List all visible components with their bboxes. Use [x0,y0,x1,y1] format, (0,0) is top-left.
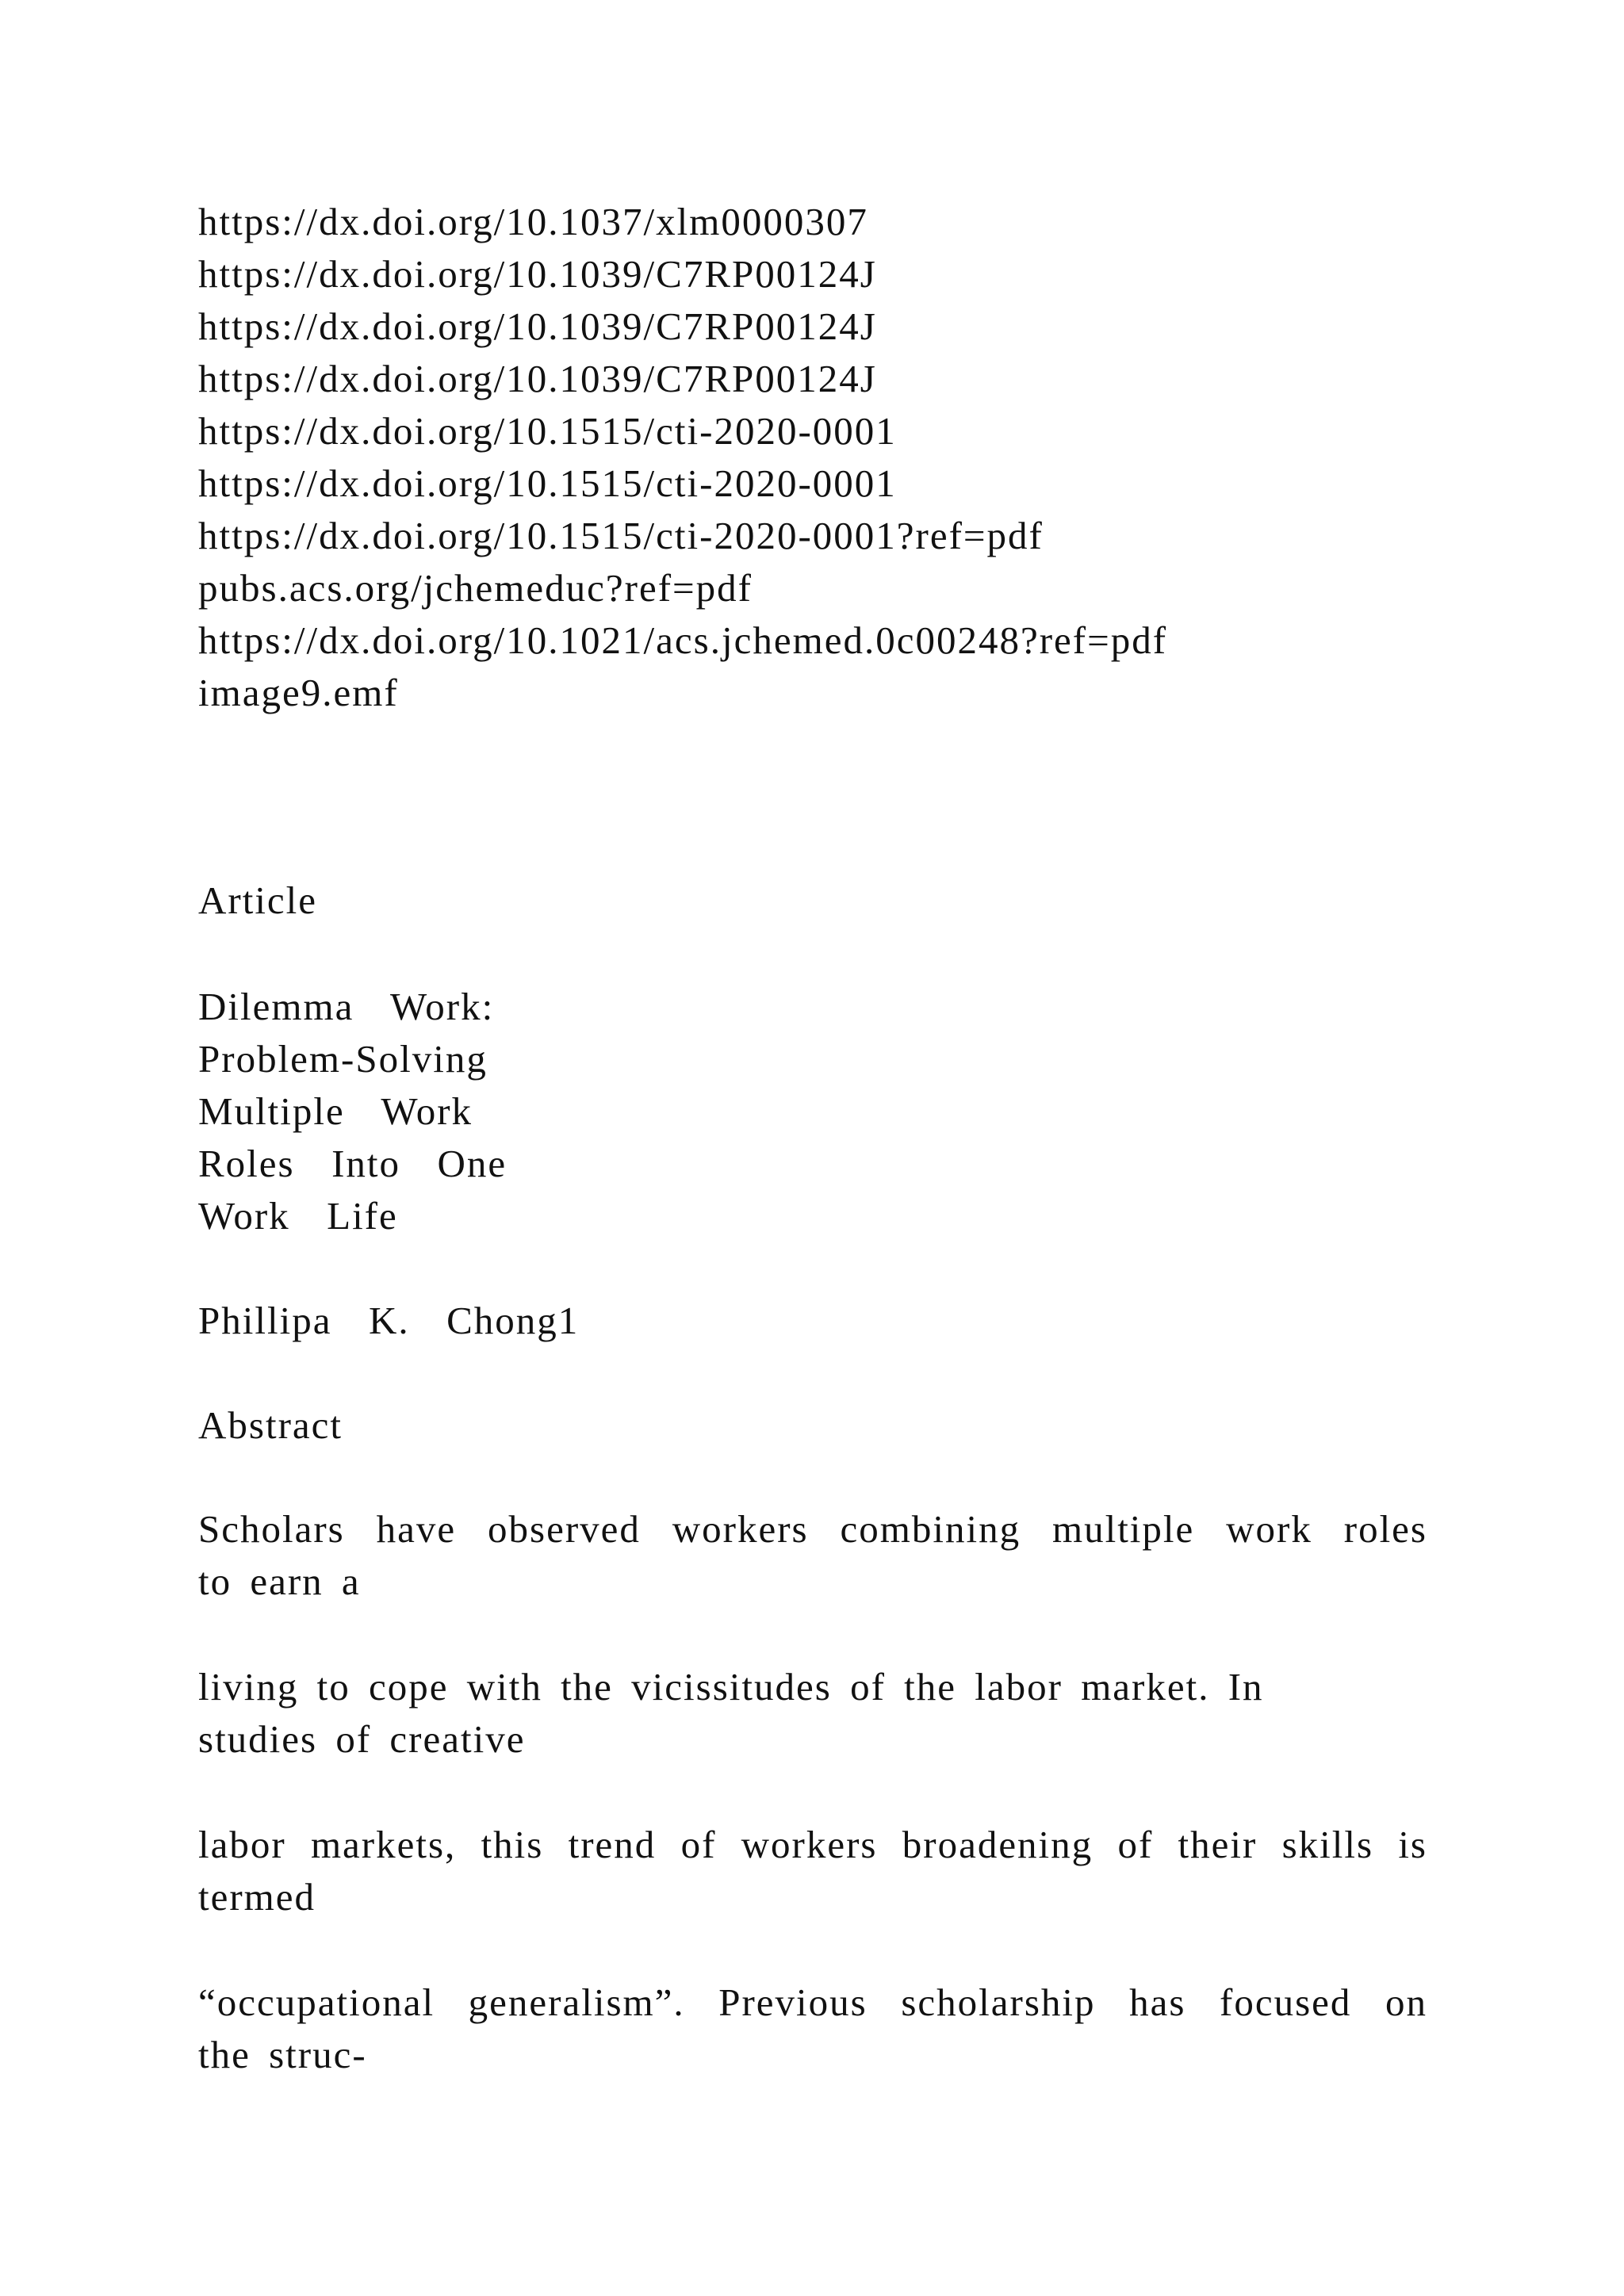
image-filename: image9.emf [198,671,399,714]
abstract-paragraph [198,1661,1427,1766]
reference-link[interactable]: https://dx.doi.org/10.1515/cti-2020-0001 [198,409,897,453]
article-label: Article [198,878,318,922]
paragraph-line: termed [198,1875,316,1919]
paragraph-line: living to cope with the vicissitudes of the labor market. In [198,1665,1264,1709]
paragraph-line: to earn a [198,1559,361,1603]
reference-link[interactable]: pubs.acs.org/jchemeduc?ref=pdf [198,566,753,610]
reference-link[interactable]: https://dx.doi.org/10.1039/C7RP00124J [198,357,877,400]
title-line: Roles Into One [198,1142,508,1185]
abstract-paragraph [198,1503,1427,1608]
abstract-paragraph [198,1976,1427,2081]
abstract-heading: Abstract [198,1403,343,1447]
author-name: Phillipa K. Chong1 [198,1299,580,1342]
reference-link[interactable]: https://dx.doi.org/10.1515/cti-2020-0001?ref=pdf [198,514,1044,557]
paragraph-line: studies of creative [198,1717,526,1761]
reference-link[interactable]: https://dx.doi.org/10.1021/acs.jchemed.0c00248?ref=pdf [198,618,1168,662]
title-line: Dilemma Work: [198,985,495,1028]
reference-link[interactable]: https://dx.doi.org/10.1037/xlm0000307 [198,200,868,243]
paragraph-line: the struc- [198,2033,367,2076]
reference-link[interactable]: https://dx.doi.org/10.1039/C7RP00124J [198,304,877,348]
title-line: Problem-Solving [198,1037,488,1081]
title-line: Work Life [198,1194,398,1238]
paragraph-line: labor markets, this trend of workers broadening of their skills is [198,1823,1427,1866]
title-line: Multiple Work [198,1089,473,1133]
paragraph-line: “occupational generalism”. Previous scholarship has focused on [198,1980,1427,2024]
reference-link[interactable]: https://dx.doi.org/10.1039/C7RP00124J [198,252,877,296]
abstract-paragraph [198,1819,1427,1923]
paragraph-line: Scholars have observed workers combining multiple work roles [198,1507,1427,1551]
reference-link[interactable]: https://dx.doi.org/10.1515/cti-2020-0001 [198,461,897,505]
